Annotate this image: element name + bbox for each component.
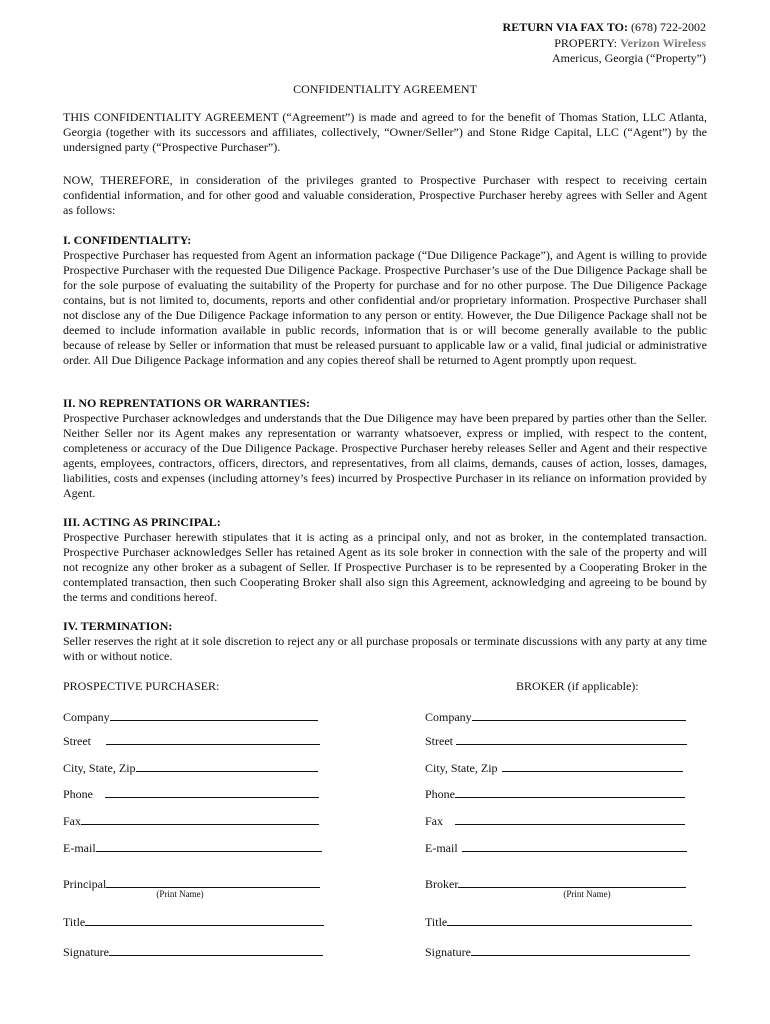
broker-print-name-caption: (Print Name) (563, 889, 611, 899)
purchaser-street-field[interactable] (63, 733, 320, 749)
section-body: Prospective Purchaser acknowledges and understands that the Due Diligence may have been prepared by parties other than the Seller. Neither Seller nor its Agent makes any representation or warranty whatsoever, express or implied, with respect to the content, completeness or accuracy of the Due Diligence Package. Prospective Purchaser hereby releases Seller and Agent and their respective agents, employees, contractors, officers, directors, and representatives, from all claims, demands, causes of action, losses, damages, liabilities, costs and expenses (including attorney’s fees) incurred by Prospective Purchaser in its reliance on information provided by Agent. (63, 411, 707, 500)
fill-line[interactable] (472, 709, 686, 721)
purchaser-city-field[interactable] (63, 760, 318, 776)
field-label: Street (425, 734, 453, 748)
fax-number: (678) 722-2002 (631, 20, 706, 34)
field-label: Street (63, 734, 91, 748)
property-name: Verizon Wireless (620, 35, 706, 50)
fill-line[interactable] (96, 840, 322, 852)
fill-line[interactable] (85, 914, 324, 926)
section-body: Prospective Purchaser has requested from Agent an information package (“Due Diligence Package”), and Agent is willing to provide Prospective Purchaser with the requested Due Diligence Package. Prospective Purchaser’s use of the Due Diligence Package shall be for the sole purpose of evaluating the suitability of the Property for purchase and for no other purpose. The Due Diligence Package contains, but is not limited to, documents, reports and other confidential and/or proprietary information. Prospective Purchaser shall not disclose any of the Due Diligence Package information to any person or entity. However, the Due Diligence Package shall not be deemed to include information available in public records, information that is or will become generally available to the public because of release by Seller or information that must be released pursuant to applicable law or a valid, final judicial or administrative order. All Due Diligence Package information and any copies thereof shall be returned to Agent promptly upon request. (63, 248, 707, 367)
broker-fax-field[interactable] (425, 813, 685, 829)
broker-street-field[interactable] (425, 733, 687, 749)
broker-company-field[interactable] (425, 709, 686, 725)
fill-line[interactable] (81, 813, 319, 825)
fill-line[interactable] (471, 944, 690, 956)
field-label: Company (63, 710, 110, 724)
section-termination (63, 619, 707, 664)
field-label: Phone (425, 787, 455, 801)
field-label: Signature (63, 945, 109, 959)
section-heading: III. ACTING AS PRINCIPAL: (63, 515, 221, 529)
purchaser-heading: PROSPECTIVE PURCHASER: (63, 679, 220, 693)
purchaser-print-name-caption: (Print Name) (156, 889, 204, 899)
purchaser-email-field[interactable] (63, 840, 322, 856)
field-label: Signature (425, 945, 471, 959)
fill-line[interactable] (456, 733, 687, 745)
purchaser-company-field[interactable] (63, 709, 318, 725)
fax-label: RETURN VIA FAX TO: (502, 20, 628, 34)
now-therefore-paragraph: NOW, THEREFORE, in consideration of the privileges granted to Prospective Purchaser with respect to receiving certain confidential information, and for other good and valuable consideration, Prospective Purchaser hereby agrees with Seller and Agent as follows: (63, 173, 707, 217)
fill-line[interactable] (106, 733, 320, 745)
fill-line[interactable] (502, 760, 683, 772)
agreement-title: CONFIDENTIALITY AGREEMENT (293, 82, 477, 96)
intro-paragraph: THIS CONFIDENTIALITY AGREEMENT (“Agreement”) is made and agreed to for the benefit of Thomas Station, LLC Atlanta, Georgia (together with its successors and affiliates, collectively, “Owner/Seller”) and Stone Ridge Capital, LLC (“Agent”) by the undersigned party (“Prospective Purchaser”). (63, 110, 707, 154)
field-label: E-mail (425, 841, 458, 855)
fill-line[interactable] (455, 813, 685, 825)
broker-heading: BROKER (if applicable): (516, 679, 639, 693)
broker-signature-field[interactable] (425, 944, 690, 960)
section-heading: II. NO REPRENTATIONS OR WARRANTIES: (63, 396, 311, 410)
broker-title-field[interactable] (425, 914, 692, 930)
property-location: Americus, Georgia (“Property”) (551, 51, 706, 65)
property-label: PROPERTY: (554, 35, 618, 50)
fill-line[interactable] (458, 876, 686, 888)
fill-line[interactable] (447, 914, 692, 926)
field-label: Broker (425, 877, 459, 891)
field-label: Fax (425, 814, 443, 828)
fill-line[interactable] (455, 786, 685, 798)
section-heading: I. CONFIDENTIALITY: (63, 233, 192, 247)
fill-line[interactable] (462, 840, 687, 852)
fill-line[interactable] (106, 876, 320, 888)
fill-line[interactable] (136, 760, 318, 772)
field-label: City, State, Zip (425, 761, 498, 775)
section-heading: IV. TERMINATION: (63, 619, 173, 633)
field-label: Principal (63, 877, 107, 891)
field-label: Phone (63, 787, 93, 801)
purchaser-phone-field[interactable] (63, 786, 319, 802)
purchaser-title-field[interactable] (63, 914, 324, 930)
section-body: Prospective Purchaser herewith stipulates that it is acting as a principal only, and not as broker, in the contemplated transaction. Prospective Purchaser acknowledges Seller has retained Agent as its sole broker in connection with the sale of the property and will not recognize any other broker as a subagent of Seller. If Prospective Purchaser is to be represented by a Cooperating Broker in the contemplated transaction, then such Cooperating Broker shall also sign this Agreement, acknowledging and agreeing to be bound by the terms and conditions hereof. (63, 530, 707, 604)
field-label: City, State, Zip (63, 761, 136, 775)
fill-line[interactable] (105, 786, 319, 798)
section-confidentiality (63, 233, 707, 368)
section-no-representations (63, 396, 707, 501)
fill-line[interactable] (109, 944, 323, 956)
field-label: Fax (63, 814, 81, 828)
field-label: E-mail (63, 841, 96, 855)
section-acting-as-principal (63, 515, 707, 605)
broker-email-field[interactable] (425, 840, 687, 856)
fill-line[interactable] (110, 709, 318, 721)
broker-phone-field[interactable] (425, 786, 685, 802)
broker-city-field[interactable] (425, 760, 683, 776)
section-body: Seller reserves the right at it sole discretion to reject any or all purchase proposals or terminate discussions with any party at any time with or without notice. (63, 634, 707, 663)
purchaser-fax-field[interactable] (63, 813, 319, 829)
purchaser-signature-field[interactable] (63, 944, 323, 960)
field-label: Company (425, 710, 472, 724)
field-label: Title (63, 915, 86, 929)
fax-header (503, 20, 706, 67)
field-label: Title (425, 915, 448, 929)
